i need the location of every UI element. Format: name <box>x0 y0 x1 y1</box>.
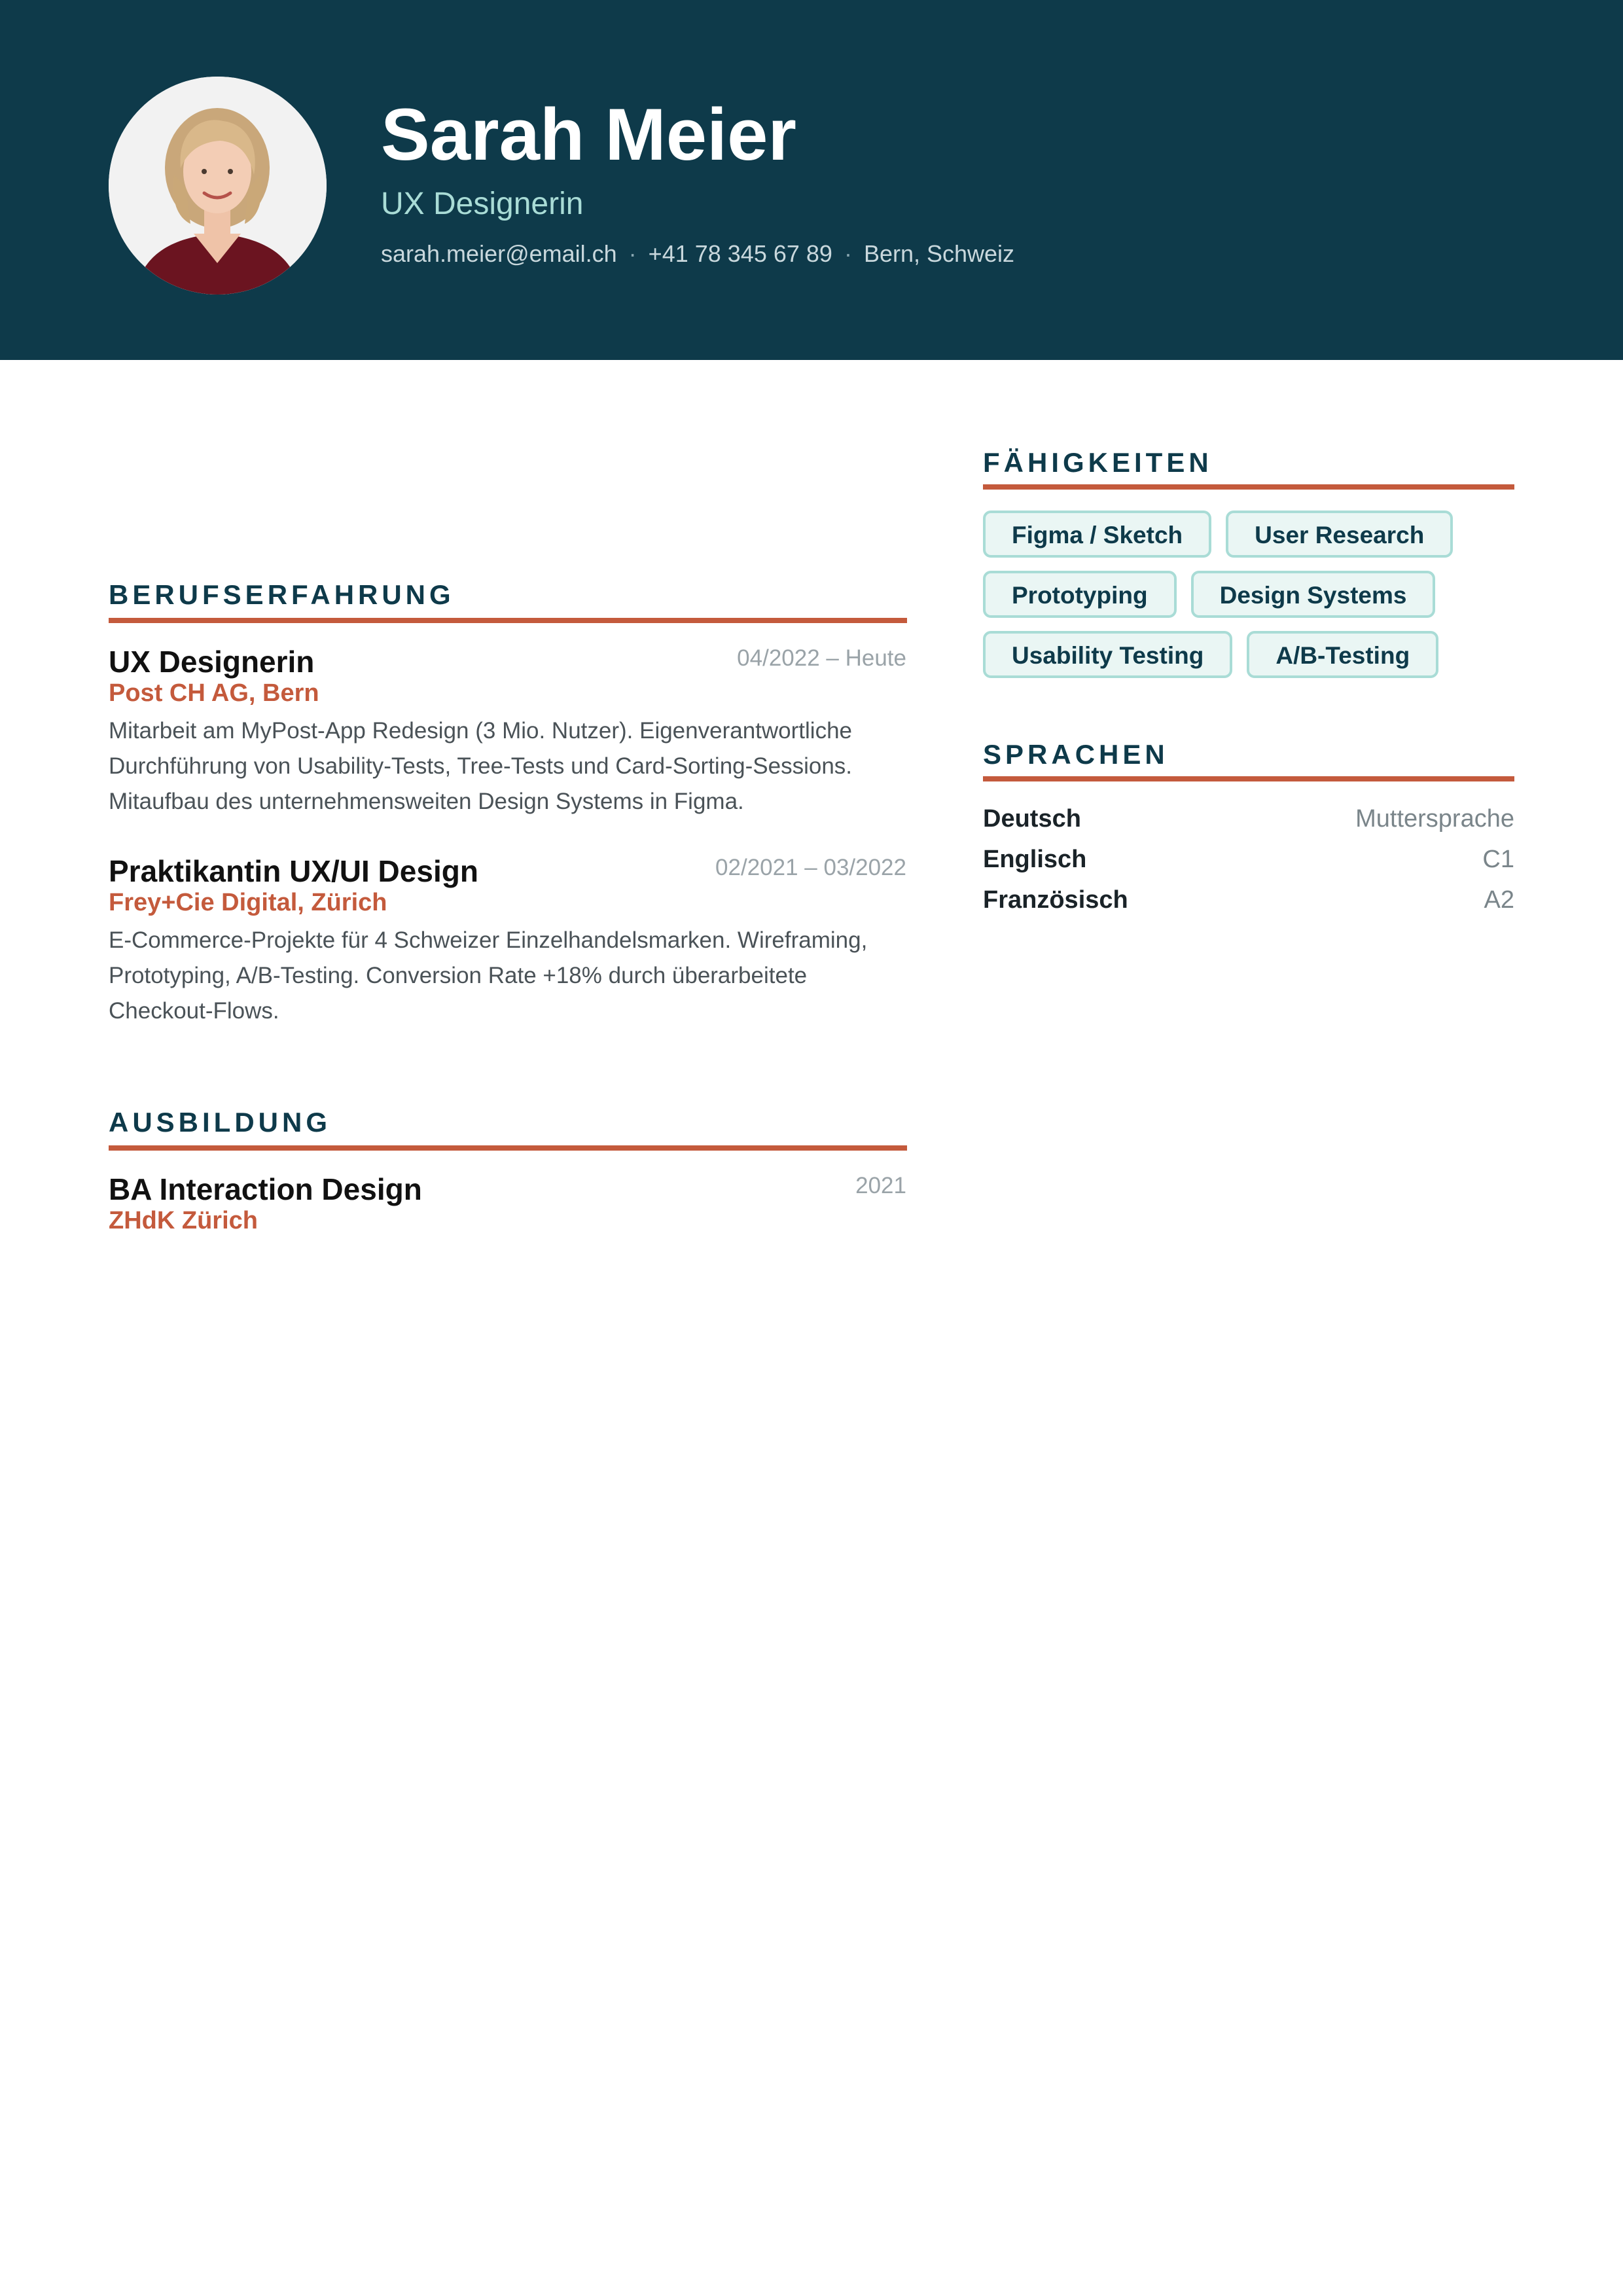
job-date: 02/2021 – 03/2022 <box>715 855 906 880</box>
section-rule <box>983 776 1514 781</box>
language-level: A2 <box>1484 886 1514 914</box>
skill-chip: Prototyping <box>983 571 1177 618</box>
section-rule <box>109 1145 907 1151</box>
skill-chip: Usability Testing <box>983 631 1232 678</box>
section-title-skills: FÄHIGKEITEN <box>983 447 1213 478</box>
language-level: C1 <box>1482 846 1514 873</box>
contact-email[interactable]: sarah.meier@email.ch <box>381 240 617 267</box>
profile-photo <box>109 77 327 295</box>
language-row <box>983 806 1514 831</box>
section-title-languages: SPRACHEN <box>983 739 1169 770</box>
skill-chip: A/B-Testing <box>1247 631 1438 678</box>
contact-phone[interactable]: +41 78 345 67 89 <box>648 240 832 267</box>
job-company: Frey+Cie Digital, Zürich <box>109 889 387 916</box>
education-year: 2021 <box>855 1173 906 1198</box>
contact-location: Bern, Schweiz <box>863 240 1015 267</box>
candidate-role: UX Designerin <box>381 187 584 221</box>
section-rule <box>109 618 907 623</box>
skill-chip: Figma / Sketch <box>983 511 1211 558</box>
section-title-education: AUSBILDUNG <box>109 1107 331 1138</box>
skills-list <box>983 511 1520 678</box>
header-banner <box>0 0 1623 360</box>
language-name: Englisch <box>983 846 1087 873</box>
job-date: 04/2022 – Heute <box>737 645 906 671</box>
contact-separator: · <box>628 240 637 267</box>
contact-line <box>381 242 1014 266</box>
education-degree: BA Interaction Design <box>109 1172 422 1206</box>
skill-chip: User Research <box>1226 511 1453 558</box>
section-rule <box>983 484 1514 490</box>
language-row <box>983 847 1514 872</box>
education-school: ZHdK Zürich <box>109 1207 258 1234</box>
job-company: Post CH AG, Bern <box>109 679 319 707</box>
language-name: Französisch <box>983 886 1128 914</box>
candidate-name: Sarah Meier <box>381 94 796 175</box>
avatar <box>109 77 327 295</box>
job-title: UX Designerin <box>109 645 315 679</box>
language-name: Deutsch <box>983 805 1081 833</box>
section-title-experience: BERUFSERFAHRUNG <box>109 579 455 610</box>
job-title: Praktikantin UX/UI Design <box>109 854 478 888</box>
skill-chip: Design Systems <box>1191 571 1436 618</box>
language-row <box>983 888 1514 912</box>
job-description: Mitarbeit am MyPost-App Redesign (3 Mio. Nutzer). Eigenverantwortliche Durchführung von Usability-Tests, Tree-Tests und Card-Sorting-Sessions. Mitaufbau des unternehmensweiten Design Systems in Figma. <box>109 718 853 814</box>
job-description: E-Commerce-Projekte für 4 Schweizer Einzelhandelsmarken. Wireframing, Prototyping, A/B-Testing. Conversion Rate +18% durch überarbeitete Checkout-Flows. <box>109 927 868 1024</box>
language-level: Muttersprache <box>1355 805 1514 833</box>
contact-separator: · <box>844 240 852 267</box>
